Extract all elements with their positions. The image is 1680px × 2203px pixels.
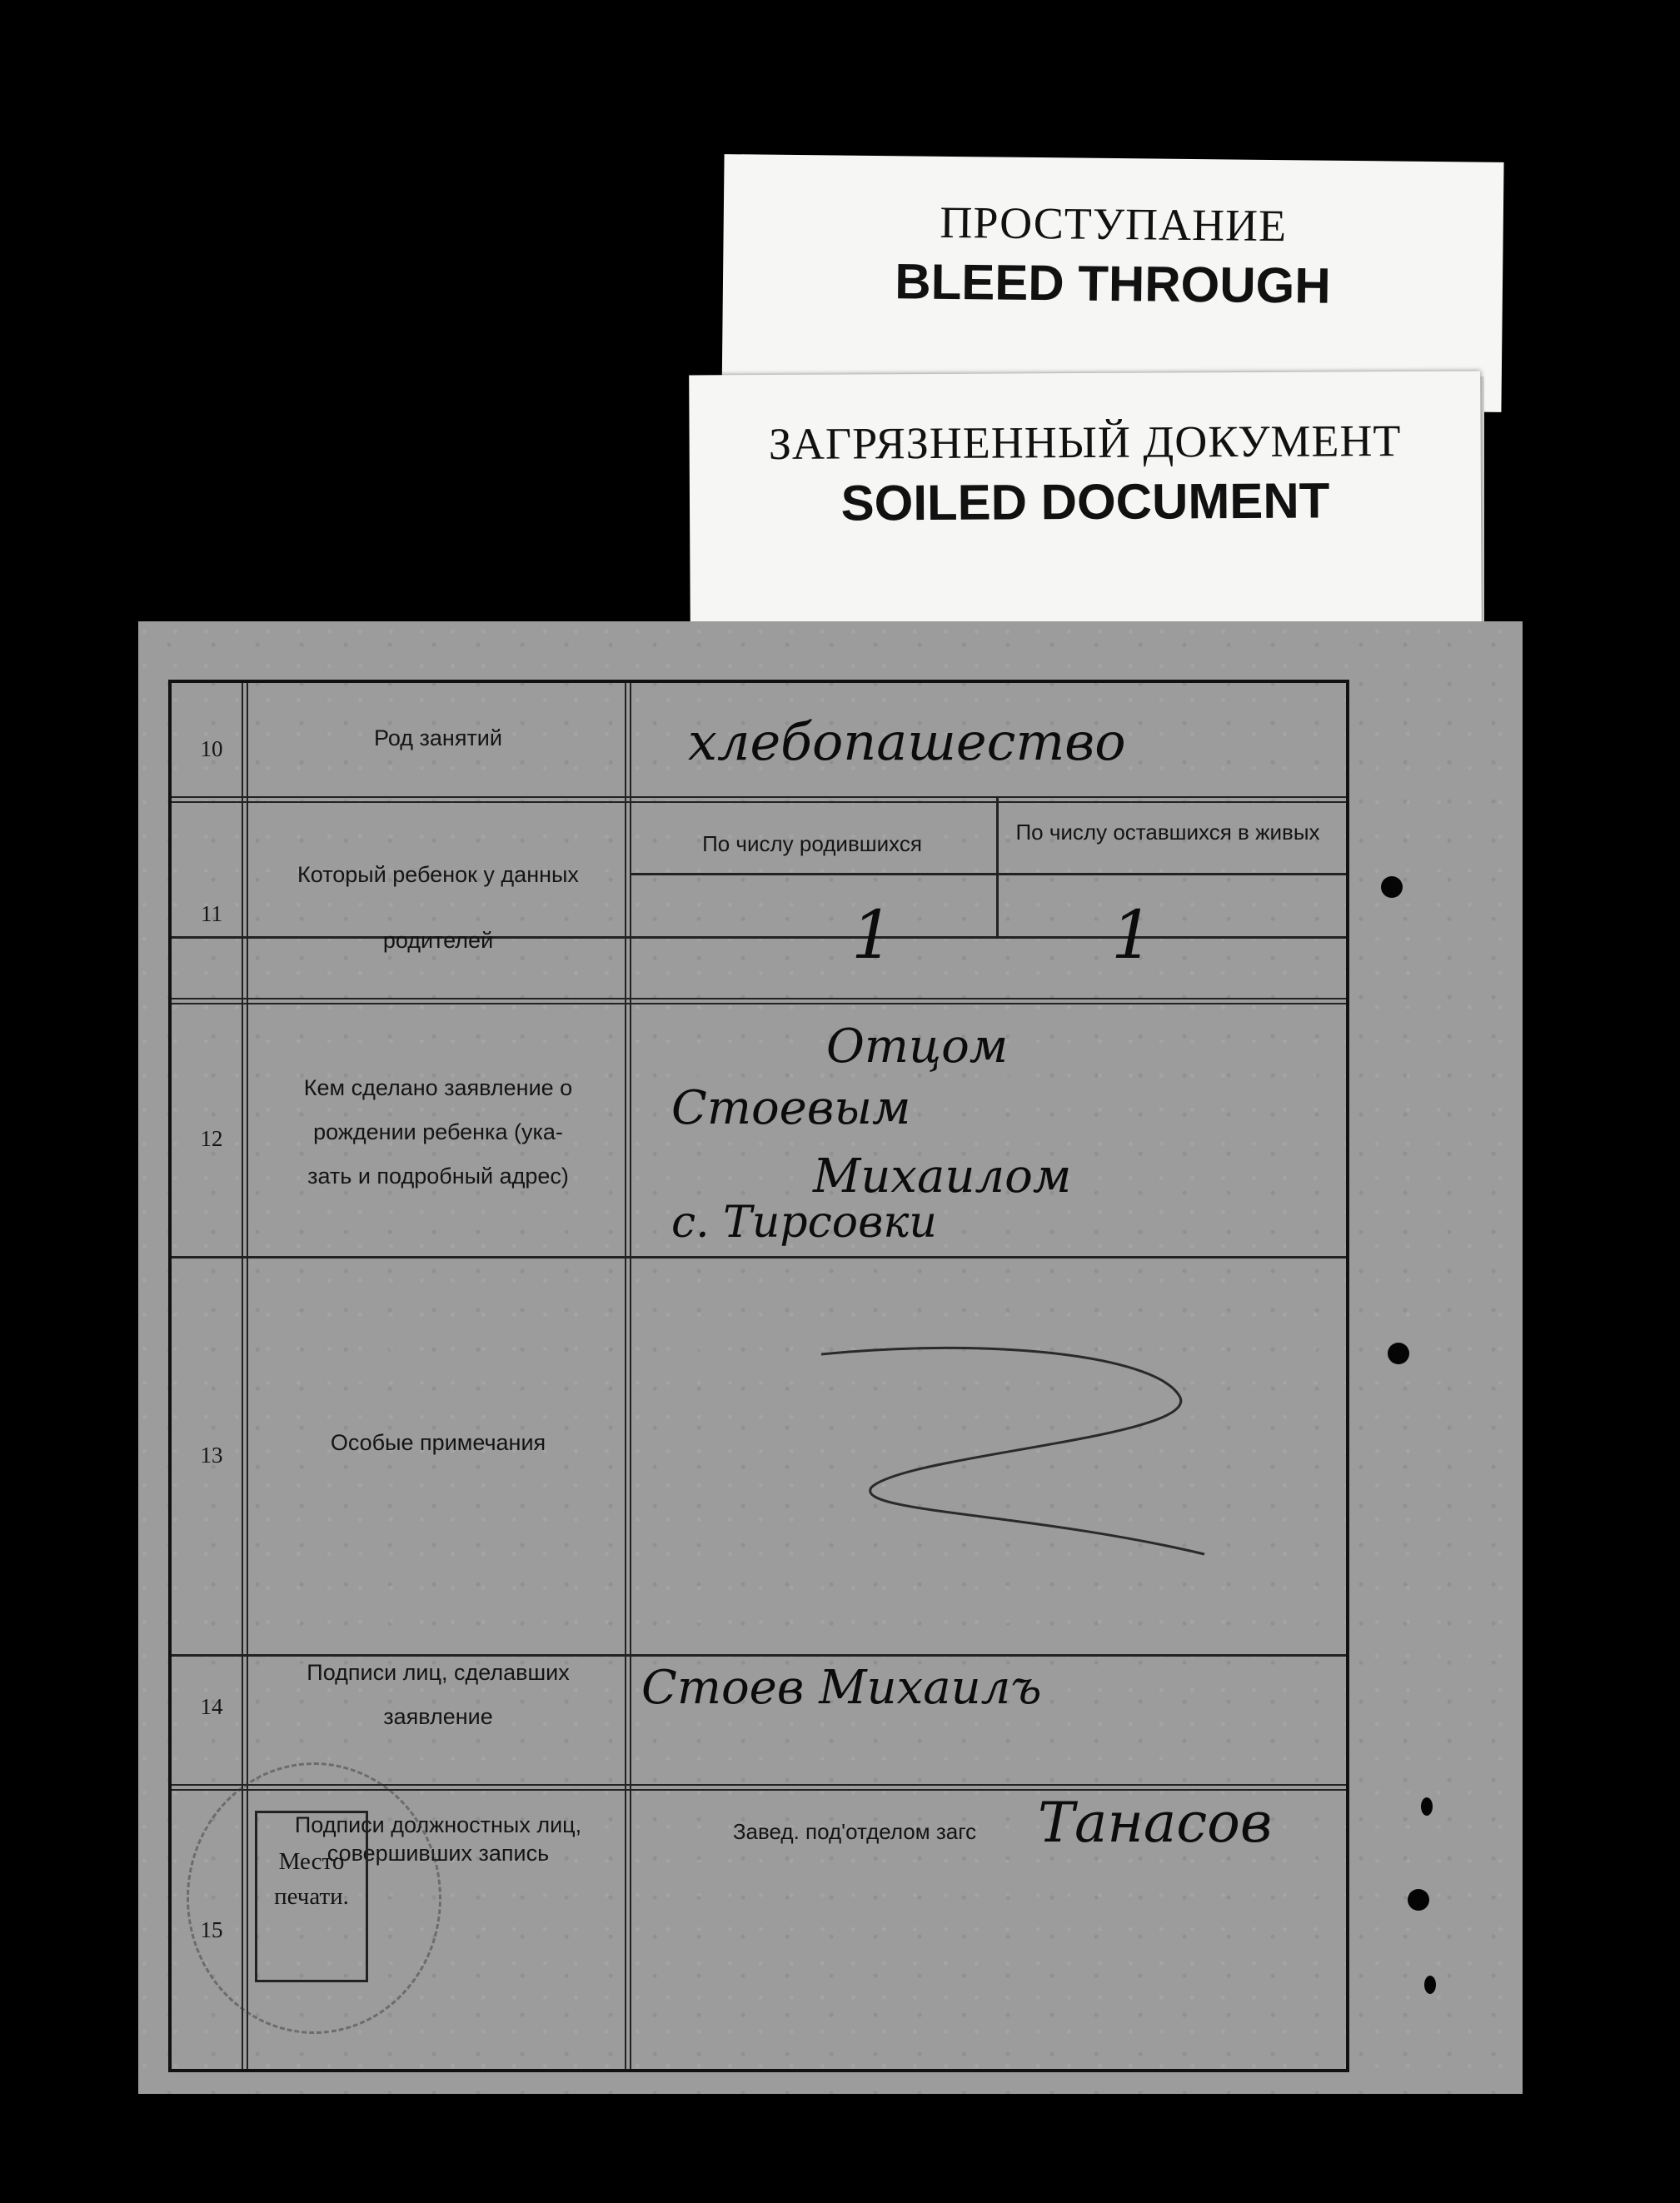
seal-place-label: Место печати. bbox=[274, 1848, 349, 1910]
handwritten-occupation: хлебопашество bbox=[688, 711, 1126, 772]
row-number: 13 bbox=[200, 1443, 223, 1468]
binding-hole bbox=[1388, 1343, 1409, 1364]
birth-record-form bbox=[138, 621, 1523, 2094]
notice-english-text: SOILED DOCUMENT bbox=[840, 472, 1330, 531]
handwritten-declarant-line: Михаилом bbox=[813, 1149, 1072, 1204]
field-label-declarant: Кем сделано заявление о рождении ребенка (ука- зать и подробный адрес) bbox=[303, 1075, 573, 1189]
remarks-cancel-scribble bbox=[738, 1321, 1321, 1587]
row-divider bbox=[172, 998, 1346, 999]
field-label-occupation: Род занятий bbox=[374, 725, 502, 750]
binding-hole bbox=[1381, 876, 1403, 898]
subheader-divider bbox=[630, 873, 1346, 875]
official-title-label: Завед. под'отделом загс bbox=[732, 1819, 977, 1844]
field-label-official-signature: Подписи должностных лиц, совершивших запись bbox=[294, 1812, 582, 1866]
row-number: 11 bbox=[201, 901, 222, 926]
binding-hole bbox=[1424, 1976, 1436, 1994]
handwritten-born-count: 1 bbox=[851, 896, 894, 974]
handwritten-declarant-signature: Стоев Михаилъ bbox=[641, 1661, 1042, 1715]
handwritten-surviving-count: 1 bbox=[1111, 896, 1154, 974]
handwritten-declarant-line: Отцом bbox=[826, 1019, 1009, 1074]
subheader-surviving: По числу оставшихся в живых bbox=[1015, 820, 1320, 845]
notice-russian-text: ЗАГРЯЗНЕННЫЙ ДОКУМЕНТ bbox=[768, 416, 1402, 469]
column-divider bbox=[996, 796, 999, 936]
handwritten-official-signature: Танасов bbox=[1038, 1791, 1273, 1855]
notice-english-text: BLEED THROUGH bbox=[894, 253, 1332, 314]
row-divider bbox=[172, 796, 1346, 798]
row-divider bbox=[172, 1256, 1346, 1259]
row-number: 10 bbox=[200, 736, 223, 761]
row-number: 12 bbox=[200, 1126, 223, 1151]
handwritten-declarant-line: с. Тирсовки bbox=[671, 1198, 937, 1248]
field-label-declarant-signature: Подписи лиц, сделавших заявление bbox=[307, 1660, 570, 1729]
binding-hole bbox=[1421, 1797, 1433, 1816]
handwritten-declarant-line: Стоевым bbox=[671, 1081, 911, 1135]
binding-hole bbox=[1408, 1889, 1429, 1911]
field-label-child-order: Который ребенок у данных родителей bbox=[297, 862, 579, 953]
row-number: 15 bbox=[200, 1917, 223, 1942]
row-number: 14 bbox=[200, 1694, 223, 1719]
field-label-remarks: Особые примечания bbox=[330, 1430, 546, 1455]
soiled-document-notice bbox=[689, 371, 1482, 634]
subheader-born: По числу родившихся bbox=[702, 831, 922, 856]
notice-russian-text: ПРОСТУПАНИЕ bbox=[940, 197, 1288, 252]
